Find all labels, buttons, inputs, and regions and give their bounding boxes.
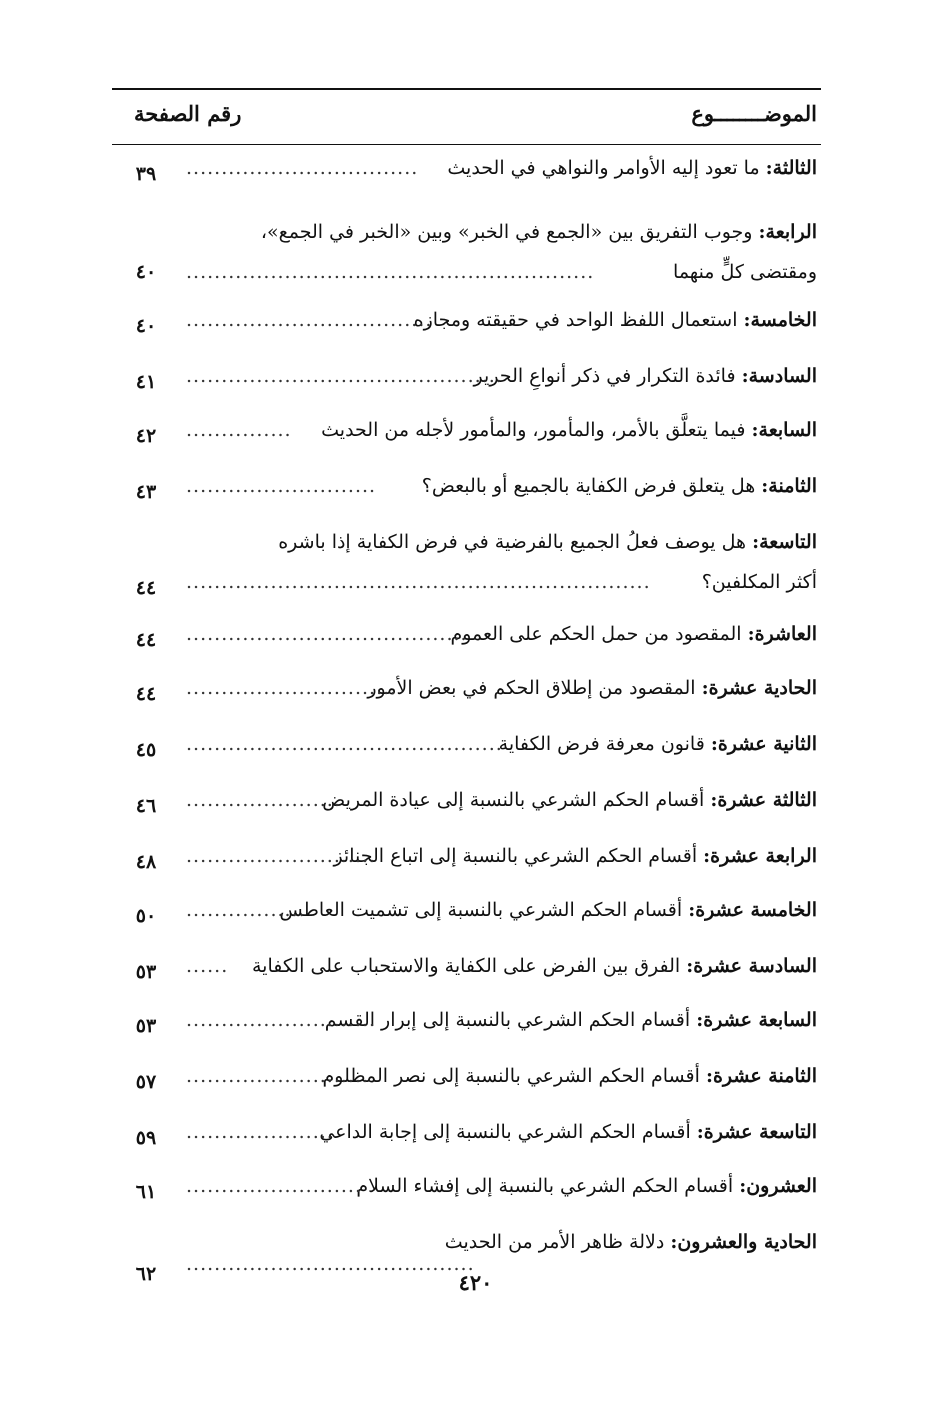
header-subject-label: الموضــــــــوع bbox=[691, 101, 817, 126]
entry-label: الحادية عشرة: bbox=[701, 677, 817, 699]
entry-title: أقسام الحكم الشرعي بالنسبة إلى نصر المظلوم bbox=[322, 1065, 700, 1087]
entry-label: التاسعة: bbox=[752, 531, 817, 553]
entry-title: وجوب التفريق بين «الجمع في الخبر» وبين «الخبر في الجمع»، bbox=[260, 221, 753, 243]
leader-dots: ............... bbox=[186, 419, 292, 441]
entry-title: أقسام الحكم الشرعي بالنسبة إلى إفشاء السلام bbox=[356, 1175, 734, 1197]
leader-dots: ................. bbox=[186, 899, 306, 921]
toc-entry bbox=[186, 1112, 817, 1152]
toc-entry bbox=[186, 1000, 817, 1040]
toc-entry bbox=[186, 724, 817, 764]
header-top-rule bbox=[112, 88, 821, 90]
leader-dots: ........................... bbox=[186, 845, 377, 867]
leader-dots: ............................................. bbox=[186, 733, 503, 755]
entry-page-number: ٤٠ bbox=[135, 315, 157, 337]
entry-label: الثامنة: bbox=[761, 475, 817, 497]
entry-title: هل يتعلق فرض الكفاية بالجميع أو بالبعض؟ bbox=[421, 475, 756, 497]
entry-page-number: ٦٢ bbox=[135, 1263, 157, 1285]
toc-entry bbox=[186, 614, 817, 654]
toc-entry bbox=[186, 522, 817, 602]
entry-page-number: ٤٦ bbox=[135, 795, 157, 817]
entry-page-number: ٤٠ bbox=[135, 261, 157, 283]
entry-title: دلالة ظاهر الأمر من الحديث bbox=[444, 1231, 665, 1253]
leader-dots: ......................... bbox=[186, 1175, 362, 1197]
toc-entry bbox=[186, 356, 817, 396]
entry-title: الفرق بين الفرض على الكفاية والاستحباب على الكفاية bbox=[252, 955, 681, 977]
entry-title: المقصود من إطلاق الحكم في بعض الأمور bbox=[367, 677, 696, 699]
entry-page-number: ٤٣ bbox=[135, 481, 157, 503]
leader-dots: ...................... bbox=[186, 789, 341, 811]
leader-dots: ..................... bbox=[186, 1121, 334, 1143]
entry-label: الثانية عشرة: bbox=[710, 733, 817, 755]
entry-page-number: ٤٨ bbox=[135, 851, 157, 873]
entry-title: المقصود من حمل الحكم على العموم bbox=[450, 623, 742, 645]
entry-label: الخامسة: bbox=[743, 309, 817, 331]
entry-label: السابعة: bbox=[751, 419, 817, 441]
leader-dots: ........................................ bbox=[186, 623, 468, 645]
entry-label: الخامسة عشرة: bbox=[688, 899, 817, 921]
leader-dots: ........................... bbox=[186, 1009, 377, 1031]
toc-entry bbox=[186, 946, 817, 986]
entry-page-number: ٥٣ bbox=[135, 961, 157, 983]
entry-label: السابعة عشرة: bbox=[696, 1009, 817, 1031]
leader-dots: ............................................. bbox=[186, 365, 503, 387]
leader-dots: ...... bbox=[186, 955, 229, 977]
entry-page-number: ٥٩ bbox=[135, 1127, 157, 1149]
entry-page-number: ٤١ bbox=[135, 371, 157, 393]
entry-page-number: ٦١ bbox=[135, 1181, 157, 1203]
entry-page-number: ٤٤ bbox=[135, 683, 157, 705]
toc-entry bbox=[186, 780, 817, 820]
entry-page-number: ٤٢ bbox=[135, 425, 157, 447]
leader-dots: ................................. bbox=[186, 157, 419, 179]
entry-title: فائدة التكرار في ذكر أنواعِ الحرير bbox=[473, 365, 736, 387]
entry-title: فيما يتعلَّق بالأمر، والمأمور، والمأمور لأجله من الحديث bbox=[321, 419, 746, 441]
page-folio-number: ٤٢٠ bbox=[458, 1270, 493, 1295]
entry-label: الحادية والعشرون: bbox=[670, 1231, 817, 1253]
leader-dots: .......................................................... bbox=[186, 261, 595, 283]
entry-page-number: ٤٤ bbox=[135, 577, 157, 599]
entry-title: أقسام الحكم الشرعي بالنسبة إلى تشميت العاطس bbox=[279, 899, 683, 921]
toc-entry bbox=[186, 466, 817, 506]
entry-label: الثامنة عشرة: bbox=[705, 1065, 817, 1087]
entry-label: الثالثة عشرة: bbox=[710, 789, 817, 811]
leader-dots: ......................................... bbox=[186, 1253, 475, 1275]
entry-page-number: ٤٥ bbox=[135, 739, 157, 761]
toc-entry bbox=[186, 836, 817, 876]
entry-label: العاشرة: bbox=[747, 623, 817, 645]
toc-entry bbox=[186, 890, 817, 930]
entry-label: التاسعة عشرة: bbox=[696, 1121, 817, 1143]
entry-label: الرابعة: bbox=[758, 221, 817, 243]
entry-title: استعمال اللفظ الواحد في حقيقته ومجازه bbox=[413, 309, 738, 331]
leader-dots: ................................... bbox=[186, 309, 433, 331]
entry-title: أقسام الحكم الشرعي بالنسبة إلى عيادة المريض bbox=[322, 789, 705, 811]
leader-dots: .................................................................. bbox=[186, 571, 651, 593]
entry-label: العشرون: bbox=[739, 1175, 817, 1197]
entry-page-number: ٥٧ bbox=[135, 1071, 157, 1093]
leader-dots: .......................... bbox=[186, 1065, 370, 1087]
header-bottom-rule bbox=[112, 144, 821, 145]
toc-entry bbox=[186, 300, 817, 340]
entry-title: أقسام الحكم الشرعي بالنسبة إلى إجابة الداعي bbox=[319, 1121, 691, 1143]
entry-title-continued: أكثر المكلفين؟ bbox=[701, 571, 817, 593]
toc-entry bbox=[186, 1166, 817, 1206]
entry-page-number: ٤٤ bbox=[135, 629, 157, 651]
entry-page-number: ٥٣ bbox=[135, 1015, 157, 1037]
toc-entry bbox=[186, 1222, 817, 1275]
header-page-label: رقم الصفحة bbox=[134, 101, 242, 126]
toc-entry bbox=[186, 148, 817, 188]
entry-label: السادسة: bbox=[741, 365, 817, 387]
toc-entry bbox=[186, 212, 817, 292]
entry-label: السادسة عشرة: bbox=[686, 955, 817, 977]
entry-title: هل يوصف فعلُ الجميع بالفرضية في فرض الكفاية إذا باشره bbox=[278, 531, 747, 553]
toc-entry bbox=[186, 410, 817, 450]
toc-entry bbox=[186, 1056, 817, 1096]
entry-title: ما تعود إليه الأوامر والنواهي في الحديث bbox=[447, 157, 760, 179]
leader-dots: .............................. bbox=[186, 677, 398, 699]
entry-title: أقسام الحكم الشرعي بالنسبة إلى إبرار القسم bbox=[324, 1009, 691, 1031]
entry-label: الثالثة: bbox=[765, 157, 817, 179]
entry-page-number: ٥٠ bbox=[135, 905, 157, 927]
toc-entry bbox=[186, 668, 817, 708]
entry-title: قانون معرفة فرض الكفاية bbox=[498, 733, 705, 755]
leader-dots: ........................... bbox=[186, 475, 377, 497]
entry-label: الرابعة عشرة: bbox=[703, 845, 817, 867]
entry-title-continued: ومقتضى كلٍّ منهما bbox=[673, 261, 817, 283]
entry-page-number: ٣٩ bbox=[135, 163, 157, 185]
entry-title: أقسام الحكم الشرعي بالنسبة إلى اتباع الجنائز bbox=[333, 845, 698, 867]
